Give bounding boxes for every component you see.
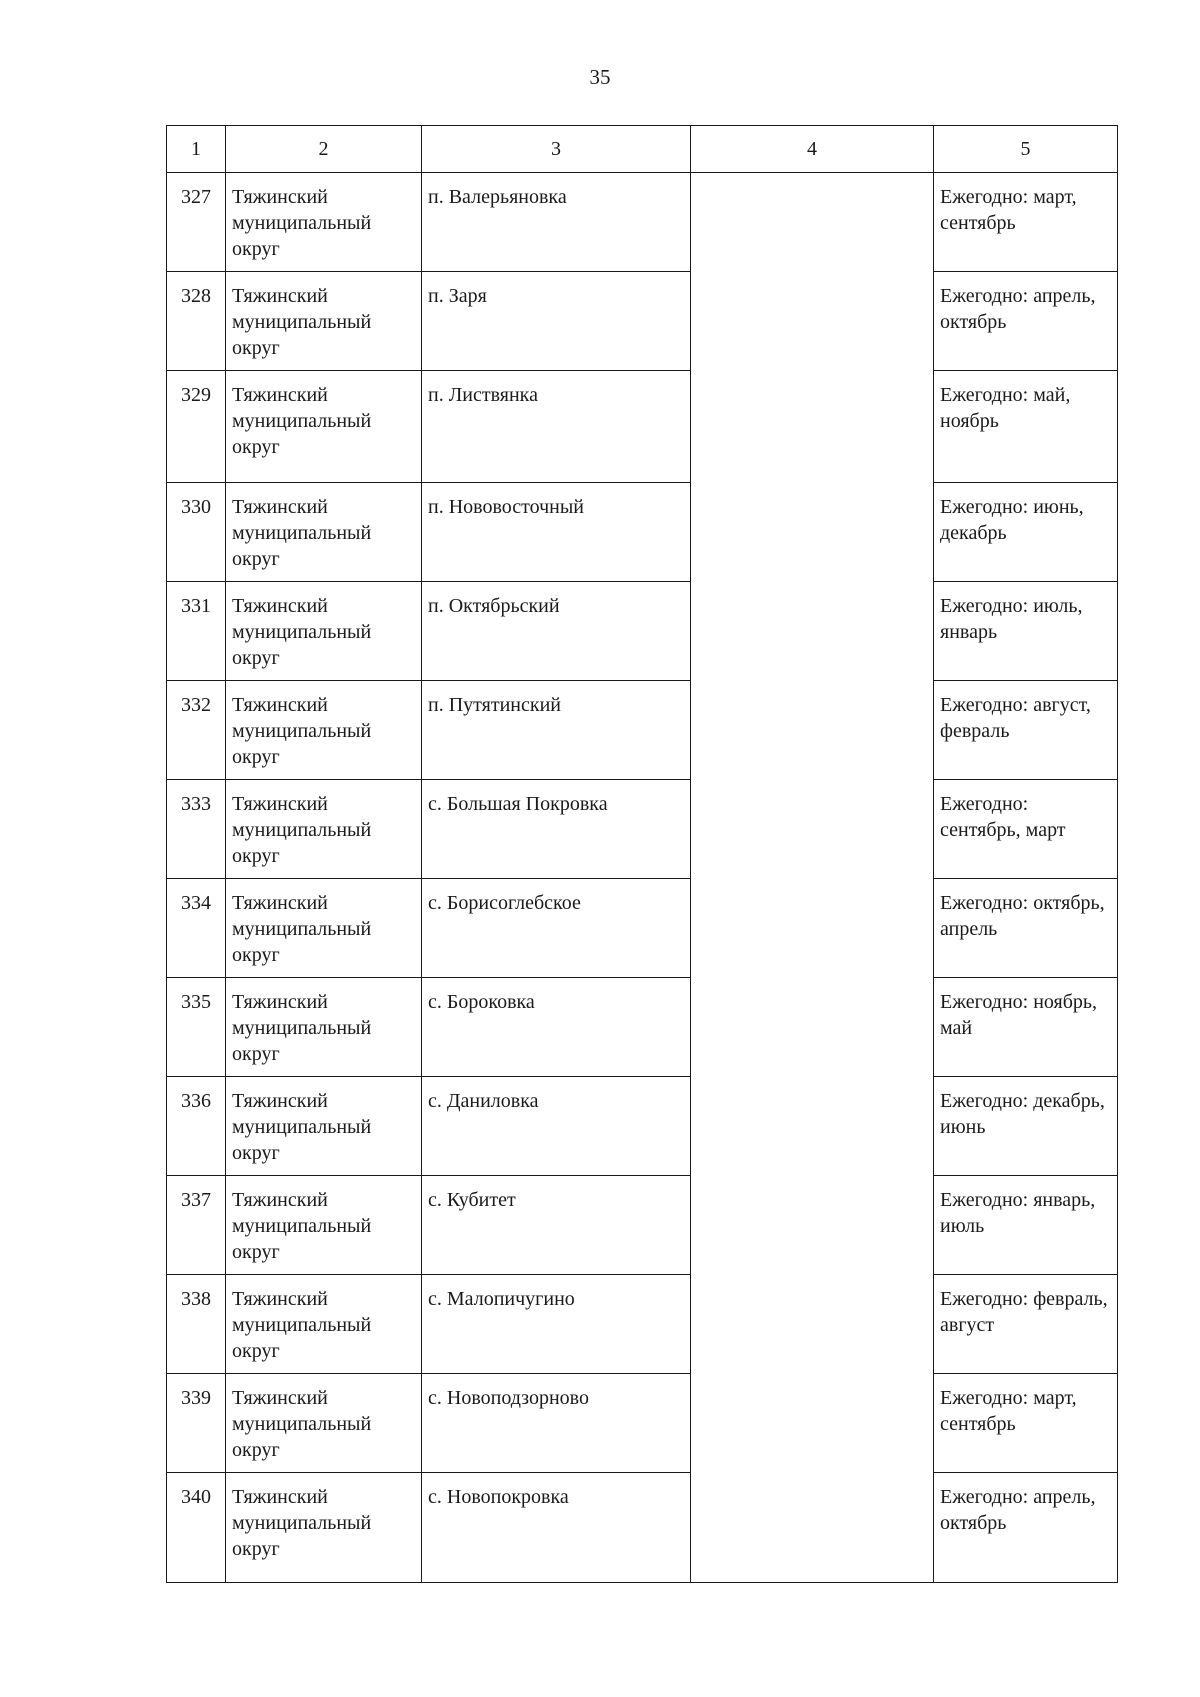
- settlement-cell: п. Заря: [422, 272, 691, 371]
- schedule-cell: Ежегодно: январь, июль: [934, 1176, 1118, 1275]
- table-row: [167, 371, 1118, 483]
- district-cell: Тяжинский муниципальный округ: [226, 681, 422, 780]
- schedule-cell: Ежегодно: ноябрь, май: [934, 978, 1118, 1077]
- table-row: [167, 173, 1118, 272]
- row-number: 330: [167, 483, 226, 582]
- schedule-cell: Ежегодно: февраль, август: [934, 1275, 1118, 1374]
- page-number: 35: [589, 65, 611, 89]
- settlement-cell: с. Новоподзорново: [422, 1374, 691, 1473]
- schedule-cell: Ежегодно: октябрь, апрель: [934, 879, 1118, 978]
- row-number: 337: [167, 1176, 226, 1275]
- schedule-cell: Ежегодно: май, ноябрь: [934, 371, 1118, 483]
- settlement-cell: п. Нововосточный: [422, 483, 691, 582]
- settlement-cell: с. Большая Покровка: [422, 780, 691, 879]
- schedule-cell: Ежегодно: июль, январь: [934, 582, 1118, 681]
- row-number: 334: [167, 879, 226, 978]
- settlement-cell: п. Октябрьский: [422, 582, 691, 681]
- settlement-cell: с. Малопичугино: [422, 1275, 691, 1374]
- header-col-5: 5: [934, 126, 1118, 173]
- table-row: [167, 272, 1118, 371]
- row-number: 328: [167, 272, 226, 371]
- district-cell: Тяжинский муниципальный округ: [226, 1077, 422, 1176]
- schedule-cell: Ежегодно: март, сентябрь: [934, 173, 1118, 272]
- table-row: [167, 582, 1118, 681]
- row-number: 329: [167, 371, 226, 483]
- table-row: [167, 1176, 1118, 1275]
- settlement-cell: с. Новопокровка: [422, 1473, 691, 1583]
- row-number: 327: [167, 173, 226, 272]
- table-header-row: [167, 126, 1118, 173]
- settlement-cell: п. Листвянка: [422, 371, 691, 483]
- schedule-cell: Ежегодно: декабрь, июнь: [934, 1077, 1118, 1176]
- settlement-cell: п. Валерьяновка: [422, 173, 691, 272]
- merged-empty-cell: [691, 173, 934, 1583]
- schedule-cell: Ежегодно: апрель, октябрь: [934, 1473, 1118, 1583]
- schedule-table: [166, 125, 1118, 1583]
- row-number: 340: [167, 1473, 226, 1583]
- settlement-cell: с. Бороковка: [422, 978, 691, 1077]
- district-cell: Тяжинский муниципальный округ: [226, 272, 422, 371]
- schedule-cell: Ежегодно: июнь, декабрь: [934, 483, 1118, 582]
- settlement-cell: с. Борисоглебское: [422, 879, 691, 978]
- row-number: 331: [167, 582, 226, 681]
- row-number: 332: [167, 681, 226, 780]
- district-cell: Тяжинский муниципальный округ: [226, 1374, 422, 1473]
- district-cell: Тяжинский муниципальный округ: [226, 582, 422, 681]
- settlement-cell: с. Кубитет: [422, 1176, 691, 1275]
- header-col-2: 2: [226, 126, 422, 173]
- district-cell: Тяжинский муниципальный округ: [226, 483, 422, 582]
- district-cell: Тяжинский муниципальный округ: [226, 173, 422, 272]
- table-row: [167, 879, 1118, 978]
- header-col-4: 4: [691, 126, 934, 173]
- schedule-cell: Ежегодно: апрель, октябрь: [934, 272, 1118, 371]
- district-cell: Тяжинский муниципальный округ: [226, 780, 422, 879]
- schedule-cell: Ежегодно: сентябрь, март: [934, 780, 1118, 879]
- settlement-cell: п. Путятинский: [422, 681, 691, 780]
- district-cell: Тяжинский муниципальный округ: [226, 1473, 422, 1583]
- table-row: [167, 978, 1118, 1077]
- district-cell: Тяжинский муниципальный округ: [226, 879, 422, 978]
- settlement-cell: с. Даниловка: [422, 1077, 691, 1176]
- table-row: [167, 1473, 1118, 1583]
- table-row: [167, 1077, 1118, 1176]
- district-cell: Тяжинский муниципальный округ: [226, 371, 422, 483]
- table-row: [167, 1374, 1118, 1473]
- schedule-cell: Ежегодно: август, февраль: [934, 681, 1118, 780]
- table-row: [167, 780, 1118, 879]
- row-number: 336: [167, 1077, 226, 1176]
- district-cell: Тяжинский муниципальный округ: [226, 1275, 422, 1374]
- table-row: [167, 1275, 1118, 1374]
- district-cell: Тяжинский муниципальный округ: [226, 978, 422, 1077]
- row-number: 333: [167, 780, 226, 879]
- row-number: 339: [167, 1374, 226, 1473]
- row-number: 335: [167, 978, 226, 1077]
- table-row: [167, 681, 1118, 780]
- header-col-1: 1: [167, 126, 226, 173]
- row-number: 338: [167, 1275, 226, 1374]
- header-col-3: 3: [422, 126, 691, 173]
- district-cell: Тяжинский муниципальный округ: [226, 1176, 422, 1275]
- schedule-cell: Ежегодно: март, сентябрь: [934, 1374, 1118, 1473]
- table-row: [167, 483, 1118, 582]
